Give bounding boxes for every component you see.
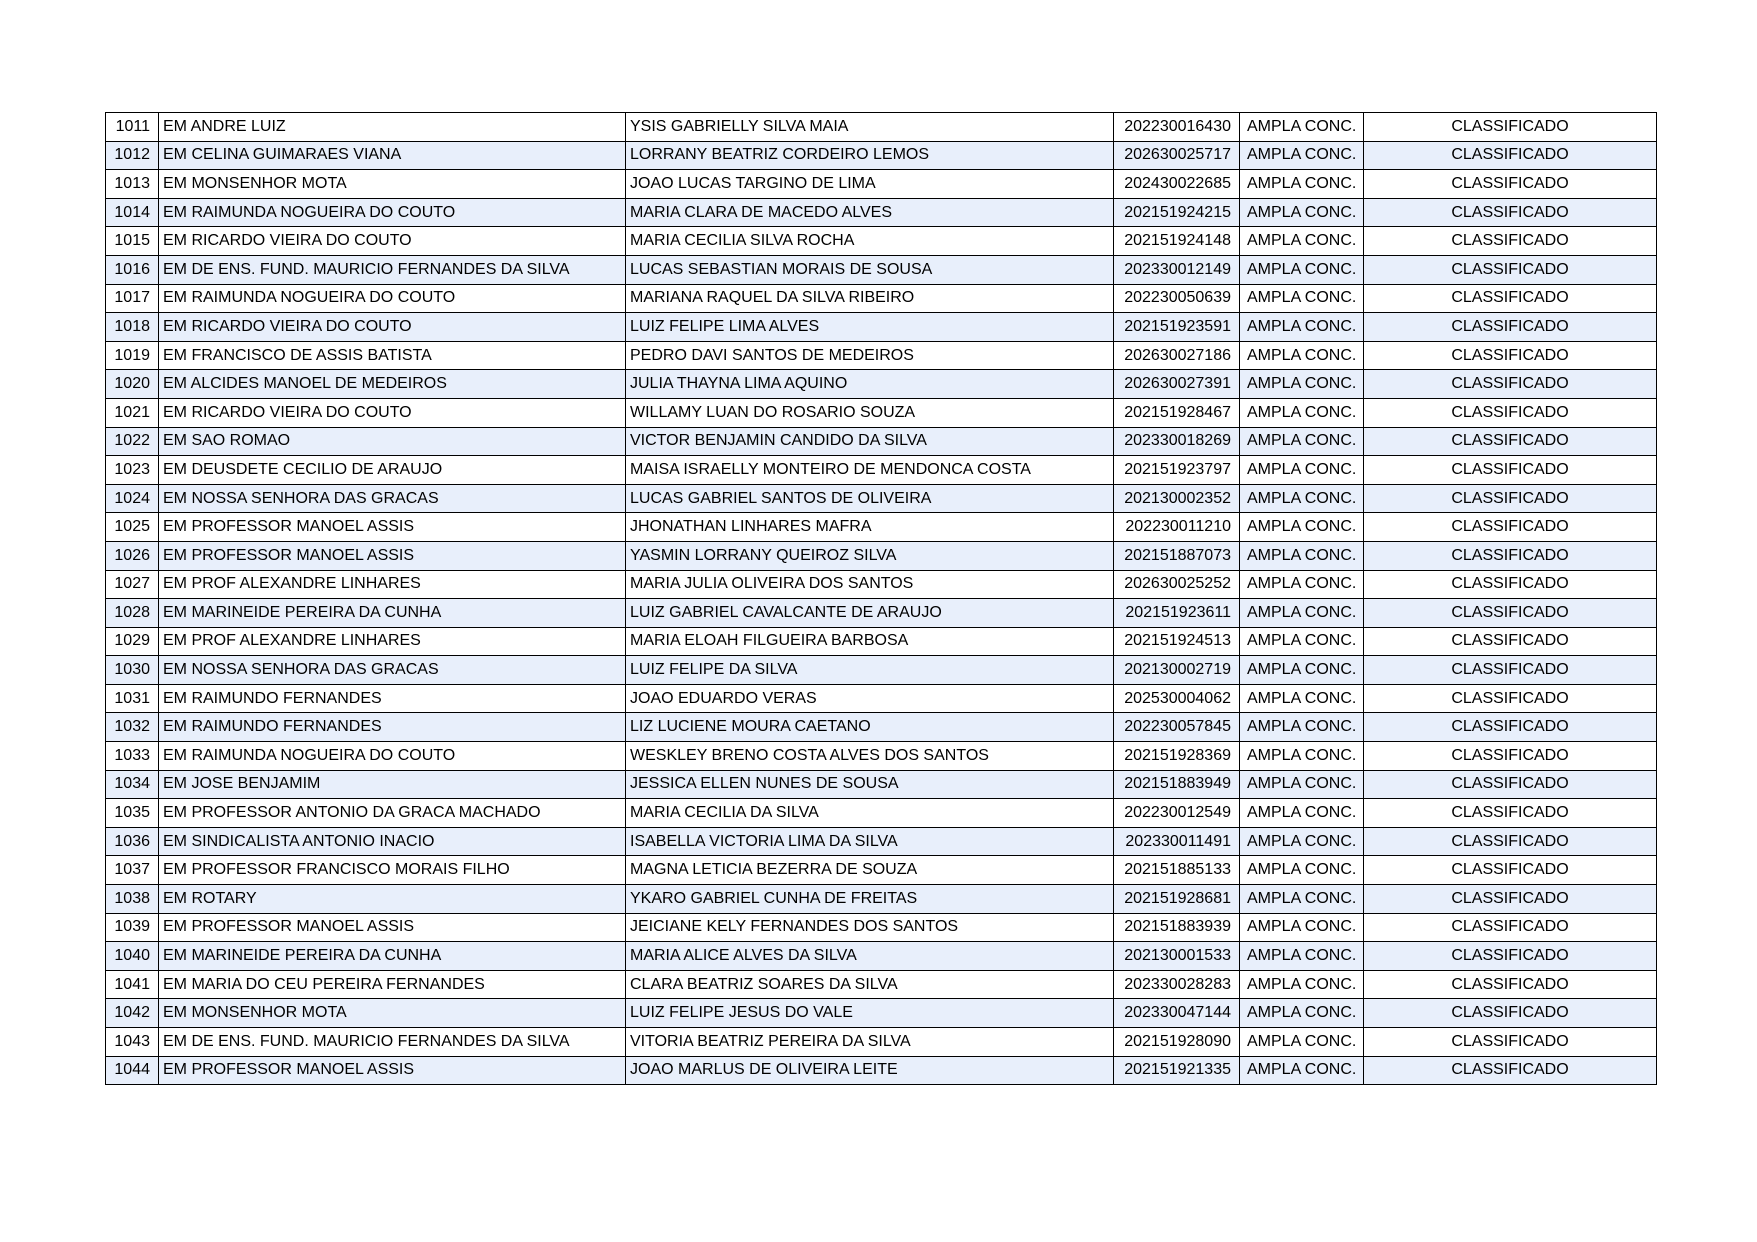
quota-type-cell: AMPLA CONC. — [1240, 1028, 1364, 1057]
school-name-cell: EM PROF ALEXANDRE LINHARES — [159, 627, 626, 656]
table-row — [106, 370, 1657, 399]
row-number-cell: 1034 — [106, 770, 159, 799]
status-cell: CLASSIFICADO — [1364, 684, 1657, 713]
status-cell: CLASSIFICADO — [1364, 341, 1657, 370]
table-row — [106, 599, 1657, 628]
quota-type-cell: AMPLA CONC. — [1240, 456, 1364, 485]
row-number-cell: 1040 — [106, 942, 159, 971]
status-cell: CLASSIFICADO — [1364, 799, 1657, 828]
registration-number-cell: 202151923797 — [1114, 456, 1240, 485]
row-number-cell: 1033 — [106, 742, 159, 771]
school-name-cell: EM PROFESSOR ANTONIO DA GRACA MACHADO — [159, 799, 626, 828]
registration-number-cell: 202151928369 — [1114, 742, 1240, 771]
row-number-cell: 1026 — [106, 541, 159, 570]
student-name-cell: VICTOR BENJAMIN CANDIDO DA SILVA — [626, 427, 1114, 456]
quota-type-cell: AMPLA CONC. — [1240, 370, 1364, 399]
table-row — [106, 456, 1657, 485]
row-number-cell: 1037 — [106, 856, 159, 885]
table-row — [106, 970, 1657, 999]
registration-number-cell: 202151923591 — [1114, 313, 1240, 342]
school-name-cell: EM RICARDO VIEIRA DO COUTO — [159, 398, 626, 427]
table-row — [106, 141, 1657, 170]
table-row — [106, 341, 1657, 370]
school-name-cell: EM PROFESSOR MANOEL ASSIS — [159, 1056, 626, 1085]
registration-number-cell: 202230011210 — [1114, 513, 1240, 542]
row-number-cell: 1029 — [106, 627, 159, 656]
student-name-cell: MARIA CECILIA DA SILVA — [626, 799, 1114, 828]
status-cell: CLASSIFICADO — [1364, 370, 1657, 399]
registration-number-cell: 202330047144 — [1114, 999, 1240, 1028]
school-name-cell: EM MARINEIDE PEREIRA DA CUNHA — [159, 942, 626, 971]
table-row — [106, 227, 1657, 256]
school-name-cell: EM PROFESSOR MANOEL ASSIS — [159, 913, 626, 942]
quota-type-cell: AMPLA CONC. — [1240, 970, 1364, 999]
row-number-cell: 1030 — [106, 656, 159, 685]
table-row — [106, 541, 1657, 570]
row-number-cell: 1011 — [106, 113, 159, 142]
table-row — [106, 484, 1657, 513]
student-name-cell: YKARO GABRIEL CUNHA DE FREITAS — [626, 885, 1114, 914]
table-row — [106, 627, 1657, 656]
registration-number-cell: 202151924148 — [1114, 227, 1240, 256]
row-number-cell: 1036 — [106, 827, 159, 856]
school-name-cell: EM DE ENS. FUND. MAURICIO FERNANDES DA SILVA — [159, 255, 626, 284]
quota-type-cell: AMPLA CONC. — [1240, 742, 1364, 771]
student-name-cell: MAISA ISRAELLY MONTEIRO DE MENDONCA COSTA — [626, 456, 1114, 485]
student-name-cell: JULIA THAYNA LIMA AQUINO — [626, 370, 1114, 399]
student-name-cell: MARIA JULIA OLIVEIRA DOS SANTOS — [626, 570, 1114, 599]
student-name-cell: MARIA ALICE ALVES DA SILVA — [626, 942, 1114, 971]
school-name-cell: EM JOSE BENJAMIM — [159, 770, 626, 799]
table-row — [106, 427, 1657, 456]
school-name-cell: EM RAIMUNDO FERNANDES — [159, 713, 626, 742]
registration-number-cell: 202330018269 — [1114, 427, 1240, 456]
quota-type-cell: AMPLA CONC. — [1240, 627, 1364, 656]
quota-type-cell: AMPLA CONC. — [1240, 942, 1364, 971]
table-row — [106, 284, 1657, 313]
registration-number-cell: 202151928467 — [1114, 398, 1240, 427]
row-number-cell: 1027 — [106, 570, 159, 599]
student-name-cell: WESKLEY BRENO COSTA ALVES DOS SANTOS — [626, 742, 1114, 771]
status-cell: CLASSIFICADO — [1364, 742, 1657, 771]
table-row — [106, 885, 1657, 914]
student-name-cell: MARIA CECILIA SILVA ROCHA — [626, 227, 1114, 256]
school-name-cell: EM ANDRE LUIZ — [159, 113, 626, 142]
student-name-cell: JEICIANE KELY FERNANDES DOS SANTOS — [626, 913, 1114, 942]
row-number-cell: 1042 — [106, 999, 159, 1028]
quota-type-cell: AMPLA CONC. — [1240, 170, 1364, 199]
quota-type-cell: AMPLA CONC. — [1240, 484, 1364, 513]
row-number-cell: 1024 — [106, 484, 159, 513]
table-row — [106, 770, 1657, 799]
table-row — [106, 313, 1657, 342]
row-number-cell: 1023 — [106, 456, 159, 485]
status-cell: CLASSIFICADO — [1364, 513, 1657, 542]
school-name-cell: EM CELINA GUIMARAES VIANA — [159, 141, 626, 170]
student-name-cell: JESSICA ELLEN NUNES DE SOUSA — [626, 770, 1114, 799]
registration-number-cell: 202530004062 — [1114, 684, 1240, 713]
student-name-cell: LUIZ FELIPE JESUS DO VALE — [626, 999, 1114, 1028]
school-name-cell: EM ROTARY — [159, 885, 626, 914]
status-cell: CLASSIFICADO — [1364, 284, 1657, 313]
table-row — [106, 913, 1657, 942]
school-name-cell: EM RICARDO VIEIRA DO COUTO — [159, 227, 626, 256]
table-row — [106, 398, 1657, 427]
registration-number-cell: 202230050639 — [1114, 284, 1240, 313]
school-name-cell: EM RICARDO VIEIRA DO COUTO — [159, 313, 626, 342]
registration-number-cell: 202151883949 — [1114, 770, 1240, 799]
school-name-cell: EM MONSENHOR MOTA — [159, 999, 626, 1028]
quota-type-cell: AMPLA CONC. — [1240, 227, 1364, 256]
status-cell: CLASSIFICADO — [1364, 113, 1657, 142]
status-cell: CLASSIFICADO — [1364, 313, 1657, 342]
status-cell: CLASSIFICADO — [1364, 770, 1657, 799]
school-name-cell: EM RAIMUNDA NOGUEIRA DO COUTO — [159, 284, 626, 313]
quota-type-cell: AMPLA CONC. — [1240, 198, 1364, 227]
quota-type-cell: AMPLA CONC. — [1240, 427, 1364, 456]
table-row — [106, 1028, 1657, 1057]
status-cell: CLASSIFICADO — [1364, 456, 1657, 485]
quota-type-cell: AMPLA CONC. — [1240, 398, 1364, 427]
row-number-cell: 1038 — [106, 885, 159, 914]
table-row — [106, 742, 1657, 771]
quota-type-cell: AMPLA CONC. — [1240, 799, 1364, 828]
status-cell: CLASSIFICADO — [1364, 398, 1657, 427]
table-row — [106, 684, 1657, 713]
table-row — [106, 942, 1657, 971]
table-row — [106, 198, 1657, 227]
school-name-cell: EM MONSENHOR MOTA — [159, 170, 626, 199]
school-name-cell: EM MARINEIDE PEREIRA DA CUNHA — [159, 599, 626, 628]
student-name-cell: ISABELLA VICTORIA LIMA DA SILVA — [626, 827, 1114, 856]
student-name-cell: JOAO MARLUS DE OLIVEIRA LEITE — [626, 1056, 1114, 1085]
row-number-cell: 1016 — [106, 255, 159, 284]
row-number-cell: 1035 — [106, 799, 159, 828]
quota-type-cell: AMPLA CONC. — [1240, 284, 1364, 313]
registration-number-cell: 202330011491 — [1114, 827, 1240, 856]
results-body — [106, 113, 1657, 1085]
registration-number-cell: 202151921335 — [1114, 1056, 1240, 1085]
results-table — [105, 112, 1657, 1085]
school-name-cell: EM RAIMUNDA NOGUEIRA DO COUTO — [159, 198, 626, 227]
table-row — [106, 170, 1657, 199]
quota-type-cell: AMPLA CONC. — [1240, 827, 1364, 856]
row-number-cell: 1021 — [106, 398, 159, 427]
student-name-cell: YSIS GABRIELLY SILVA MAIA — [626, 113, 1114, 142]
school-name-cell: EM PROFESSOR MANOEL ASSIS — [159, 541, 626, 570]
student-name-cell: JOAO EDUARDO VERAS — [626, 684, 1114, 713]
quota-type-cell: AMPLA CONC. — [1240, 656, 1364, 685]
registration-number-cell: 202130002719 — [1114, 656, 1240, 685]
registration-number-cell: 202130001533 — [1114, 942, 1240, 971]
status-cell: CLASSIFICADO — [1364, 913, 1657, 942]
status-cell: CLASSIFICADO — [1364, 255, 1657, 284]
quota-type-cell: AMPLA CONC. — [1240, 684, 1364, 713]
registration-number-cell: 202151923611 — [1114, 599, 1240, 628]
status-cell: CLASSIFICADO — [1364, 1056, 1657, 1085]
table-row — [106, 827, 1657, 856]
status-cell: CLASSIFICADO — [1364, 856, 1657, 885]
quota-type-cell: AMPLA CONC. — [1240, 913, 1364, 942]
status-cell: CLASSIFICADO — [1364, 541, 1657, 570]
registration-number-cell: 202151928090 — [1114, 1028, 1240, 1057]
school-name-cell: EM SINDICALISTA ANTONIO INACIO — [159, 827, 626, 856]
registration-number-cell: 202330012149 — [1114, 255, 1240, 284]
status-cell: CLASSIFICADO — [1364, 227, 1657, 256]
student-name-cell: MARIANA RAQUEL DA SILVA RIBEIRO — [626, 284, 1114, 313]
table-row — [106, 999, 1657, 1028]
registration-number-cell: 202151883939 — [1114, 913, 1240, 942]
student-name-cell: JOAO LUCAS TARGINO DE LIMA — [626, 170, 1114, 199]
status-cell: CLASSIFICADO — [1364, 656, 1657, 685]
table-row — [106, 255, 1657, 284]
status-cell: CLASSIFICADO — [1364, 627, 1657, 656]
school-name-cell: EM PROF ALEXANDRE LINHARES — [159, 570, 626, 599]
row-number-cell: 1043 — [106, 1028, 159, 1057]
quota-type-cell: AMPLA CONC. — [1240, 341, 1364, 370]
registration-number-cell: 202230012549 — [1114, 799, 1240, 828]
status-cell: CLASSIFICADO — [1364, 970, 1657, 999]
registration-number-cell: 202130002352 — [1114, 484, 1240, 513]
student-name-cell: JHONATHAN LINHARES MAFRA — [626, 513, 1114, 542]
quota-type-cell: AMPLA CONC. — [1240, 599, 1364, 628]
school-name-cell: EM SAO ROMAO — [159, 427, 626, 456]
school-name-cell: EM ALCIDES MANOEL DE MEDEIROS — [159, 370, 626, 399]
row-number-cell: 1012 — [106, 141, 159, 170]
row-number-cell: 1041 — [106, 970, 159, 999]
status-cell: CLASSIFICADO — [1364, 885, 1657, 914]
registration-number-cell: 202151924513 — [1114, 627, 1240, 656]
row-number-cell: 1032 — [106, 713, 159, 742]
quota-type-cell: AMPLA CONC. — [1240, 999, 1364, 1028]
row-number-cell: 1017 — [106, 284, 159, 313]
school-name-cell: EM MARIA DO CEU PEREIRA FERNANDES — [159, 970, 626, 999]
table-row — [106, 856, 1657, 885]
quota-type-cell: AMPLA CONC. — [1240, 255, 1364, 284]
status-cell: CLASSIFICADO — [1364, 713, 1657, 742]
student-name-cell: MARIA CLARA DE MACEDO ALVES — [626, 198, 1114, 227]
student-name-cell: YASMIN LORRANY QUEIROZ SILVA — [626, 541, 1114, 570]
school-name-cell: EM NOSSA SENHORA DAS GRACAS — [159, 484, 626, 513]
quota-type-cell: AMPLA CONC. — [1240, 113, 1364, 142]
quota-type-cell: AMPLA CONC. — [1240, 313, 1364, 342]
quota-type-cell: AMPLA CONC. — [1240, 885, 1364, 914]
registration-number-cell: 202151924215 — [1114, 198, 1240, 227]
registration-number-cell: 202630027186 — [1114, 341, 1240, 370]
school-name-cell: EM DEUSDETE CECILIO DE ARAUJO — [159, 456, 626, 485]
row-number-cell: 1015 — [106, 227, 159, 256]
table-row — [106, 570, 1657, 599]
row-number-cell: 1014 — [106, 198, 159, 227]
status-cell: CLASSIFICADO — [1364, 1028, 1657, 1057]
student-name-cell: MAGNA LETICIA BEZERRA DE SOUZA — [626, 856, 1114, 885]
status-cell: CLASSIFICADO — [1364, 570, 1657, 599]
registration-number-cell: 202430022685 — [1114, 170, 1240, 199]
registration-number-cell: 202630025717 — [1114, 141, 1240, 170]
school-name-cell: EM RAIMUNDO FERNANDES — [159, 684, 626, 713]
status-cell: CLASSIFICADO — [1364, 198, 1657, 227]
registration-number-cell: 202151885133 — [1114, 856, 1240, 885]
student-name-cell: LUCAS GABRIEL SANTOS DE OLIVEIRA — [626, 484, 1114, 513]
row-number-cell: 1020 — [106, 370, 159, 399]
student-name-cell: PEDRO DAVI SANTOS DE MEDEIROS — [626, 341, 1114, 370]
student-name-cell: LUIZ FELIPE LIMA ALVES — [626, 313, 1114, 342]
registration-number-cell: 202230016430 — [1114, 113, 1240, 142]
table-row — [106, 713, 1657, 742]
registration-number-cell: 202230057845 — [1114, 713, 1240, 742]
school-name-cell: EM PROFESSOR MANOEL ASSIS — [159, 513, 626, 542]
row-number-cell: 1018 — [106, 313, 159, 342]
table-row — [106, 1056, 1657, 1085]
quota-type-cell: AMPLA CONC. — [1240, 713, 1364, 742]
school-name-cell: EM DE ENS. FUND. MAURICIO FERNANDES DA SILVA — [159, 1028, 626, 1057]
table-row — [106, 113, 1657, 142]
quota-type-cell: AMPLA CONC. — [1240, 541, 1364, 570]
student-name-cell: MARIA ELOAH FILGUEIRA BARBOSA — [626, 627, 1114, 656]
student-name-cell: CLARA BEATRIZ SOARES DA SILVA — [626, 970, 1114, 999]
student-name-cell: LUIZ GABRIEL CAVALCANTE DE ARAUJO — [626, 599, 1114, 628]
row-number-cell: 1028 — [106, 599, 159, 628]
registration-number-cell: 202630025252 — [1114, 570, 1240, 599]
school-name-cell: EM RAIMUNDA NOGUEIRA DO COUTO — [159, 742, 626, 771]
row-number-cell: 1019 — [106, 341, 159, 370]
status-cell: CLASSIFICADO — [1364, 999, 1657, 1028]
quota-type-cell: AMPLA CONC. — [1240, 856, 1364, 885]
registration-number-cell: 202330028283 — [1114, 970, 1240, 999]
row-number-cell: 1039 — [106, 913, 159, 942]
row-number-cell: 1044 — [106, 1056, 159, 1085]
status-cell: CLASSIFICADO — [1364, 942, 1657, 971]
table-row — [106, 656, 1657, 685]
student-name-cell: LUIZ FELIPE DA SILVA — [626, 656, 1114, 685]
school-name-cell: EM PROFESSOR FRANCISCO MORAIS FILHO — [159, 856, 626, 885]
registration-number-cell: 202151887073 — [1114, 541, 1240, 570]
registration-number-cell: 202630027391 — [1114, 370, 1240, 399]
status-cell: CLASSIFICADO — [1364, 427, 1657, 456]
row-number-cell: 1025 — [106, 513, 159, 542]
table-row — [106, 513, 1657, 542]
table-row — [106, 799, 1657, 828]
student-name-cell: WILLAMY LUAN DO ROSARIO SOUZA — [626, 398, 1114, 427]
student-name-cell: VITORIA BEATRIZ PEREIRA DA SILVA — [626, 1028, 1114, 1057]
row-number-cell: 1031 — [106, 684, 159, 713]
row-number-cell: 1022 — [106, 427, 159, 456]
quota-type-cell: AMPLA CONC. — [1240, 513, 1364, 542]
quota-type-cell: AMPLA CONC. — [1240, 570, 1364, 599]
student-name-cell: LORRANY BEATRIZ CORDEIRO LEMOS — [626, 141, 1114, 170]
status-cell: CLASSIFICADO — [1364, 170, 1657, 199]
student-name-cell: LUCAS SEBASTIAN MORAIS DE SOUSA — [626, 255, 1114, 284]
status-cell: CLASSIFICADO — [1364, 827, 1657, 856]
quota-type-cell: AMPLA CONC. — [1240, 770, 1364, 799]
school-name-cell: EM NOSSA SENHORA DAS GRACAS — [159, 656, 626, 685]
status-cell: CLASSIFICADO — [1364, 141, 1657, 170]
student-name-cell: LIZ LUCIENE MOURA CAETANO — [626, 713, 1114, 742]
status-cell: CLASSIFICADO — [1364, 599, 1657, 628]
school-name-cell: EM FRANCISCO DE ASSIS BATISTA — [159, 341, 626, 370]
status-cell: CLASSIFICADO — [1364, 484, 1657, 513]
row-number-cell: 1013 — [106, 170, 159, 199]
quota-type-cell: AMPLA CONC. — [1240, 1056, 1364, 1085]
registration-number-cell: 202151928681 — [1114, 885, 1240, 914]
quota-type-cell: AMPLA CONC. — [1240, 141, 1364, 170]
